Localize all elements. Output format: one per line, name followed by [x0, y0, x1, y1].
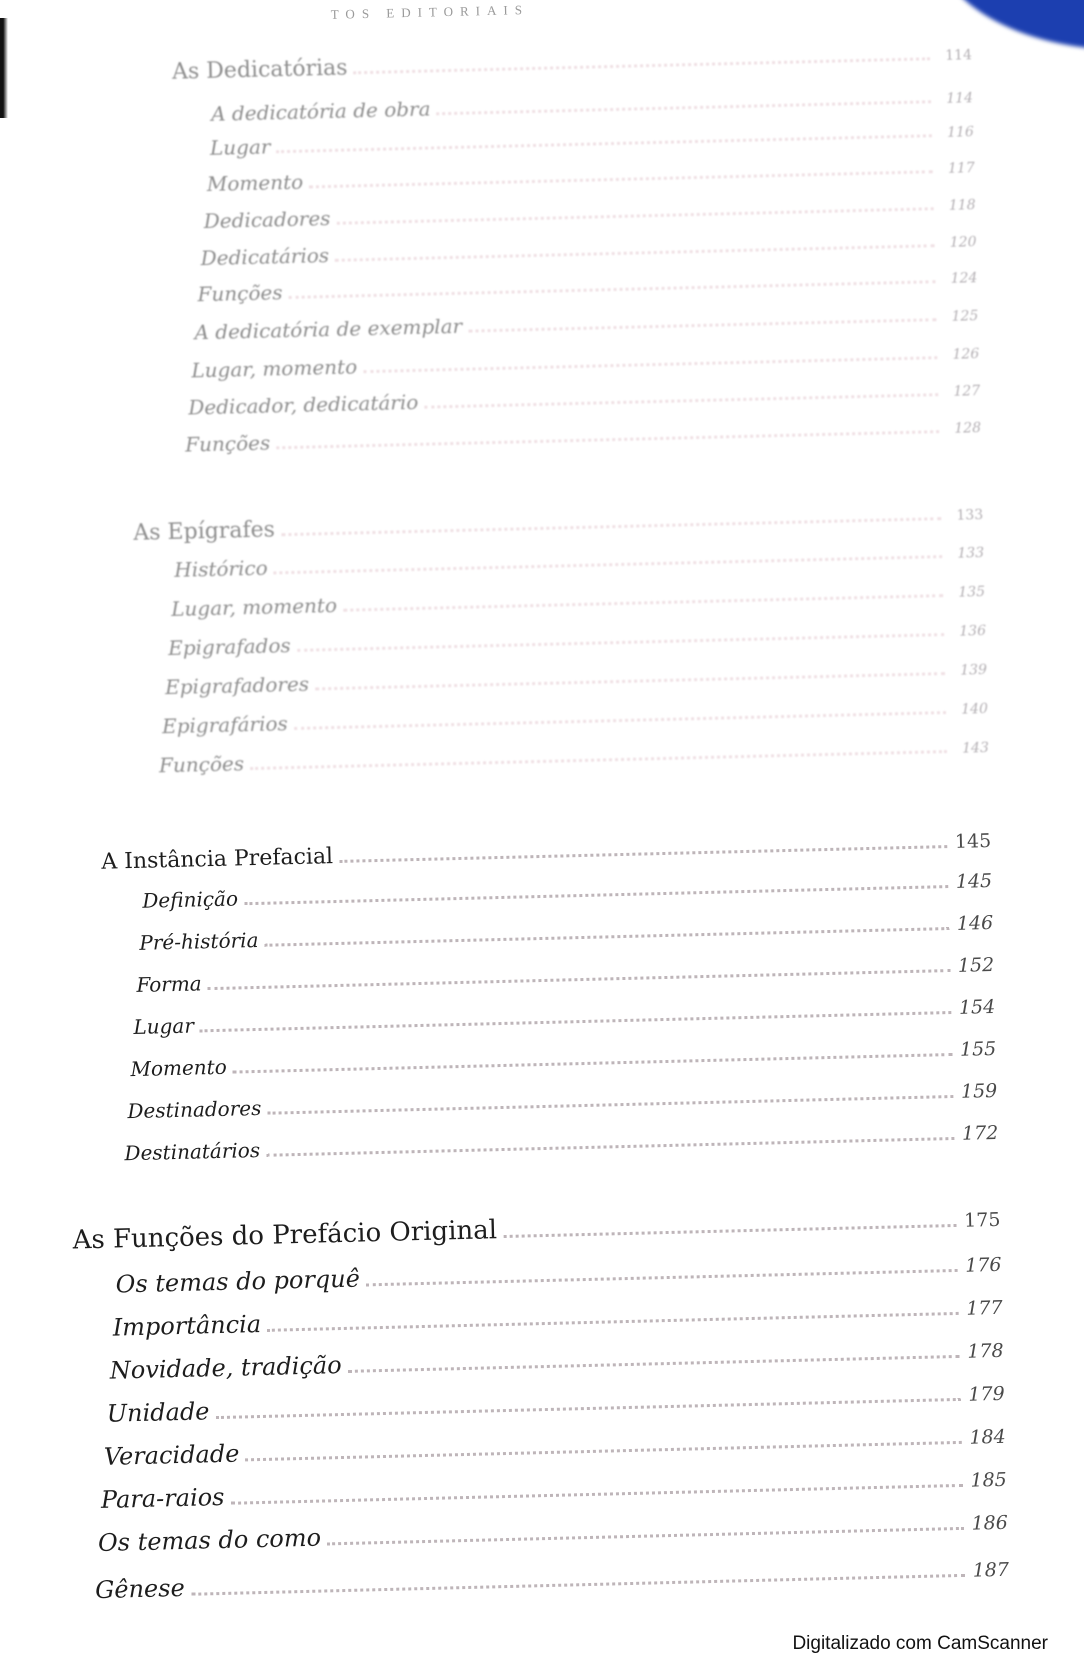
- dot-leader: [315, 652, 945, 690]
- toc-entry[interactable]: Lugar 154: [133, 990, 995, 1039]
- dot-leader: [267, 1075, 953, 1115]
- toc-entry[interactable]: Funções 128: [185, 409, 981, 456]
- dot-leader: [293, 691, 946, 730]
- dot-leader: [273, 535, 942, 574]
- toc-section-dedicatorias: [0, 0, 1064, 457]
- dot-leader: [336, 187, 934, 225]
- dot-leader: [232, 1033, 952, 1074]
- dot-leader: [502, 1198, 956, 1238]
- toc-entry[interactable]: Gênese 187: [95, 1549, 1010, 1604]
- toc-heading[interactable]: A Instância Prefacial 145: [101, 822, 991, 875]
- toc-entry[interactable]: Unidade 179: [106, 1373, 1005, 1428]
- toc-heading[interactable]: As Epígrafes 133: [133, 494, 984, 546]
- dot-leader: [347, 1331, 959, 1373]
- dot-leader: [190, 1550, 965, 1596]
- dot-leader: [280, 495, 941, 536]
- running-head: TOS EDITORIAIS: [330, 2, 530, 22]
- toc-entry[interactable]: Lugar, momento 126: [191, 335, 979, 382]
- toc-entry[interactable]: Momento 117: [206, 149, 974, 196]
- camscanner-watermark: Digitalizado com CamScanner: [792, 1633, 1048, 1654]
- toc-entry[interactable]: Lugar, momento 135: [171, 573, 985, 621]
- dot-leader: [267, 1288, 959, 1332]
- dot-leader: [468, 298, 937, 332]
- toc-heading[interactable]: As Dedicatórias 114: [172, 34, 973, 85]
- toc-entry[interactable]: Dedicador, dedicatário 127: [188, 372, 980, 419]
- toc-entry[interactable]: Dedicadores 118: [203, 186, 975, 233]
- toc-entry[interactable]: Epigrafados 136: [168, 612, 986, 660]
- toc-entry[interactable]: Lugar 116: [210, 113, 974, 160]
- toc-entry[interactable]: Definição 145: [142, 864, 992, 913]
- dot-leader: [250, 730, 947, 770]
- toc-entry[interactable]: Funções 124: [197, 259, 977, 306]
- dot-leader: [207, 949, 950, 990]
- toc-entry[interactable]: Veracidade 184: [103, 1416, 1006, 1471]
- dot-leader: [230, 1460, 963, 1505]
- toc-entry[interactable]: Epigrafários 140: [162, 690, 988, 738]
- dot-leader: [436, 80, 931, 115]
- dot-leader: [335, 224, 935, 262]
- toc-entry[interactable]: Forma 152: [136, 948, 994, 997]
- toc-entry[interactable]: Funções 143: [159, 729, 989, 777]
- dot-leader: [276, 410, 939, 449]
- dot-leader: [296, 613, 944, 652]
- dot-leader: [424, 373, 938, 409]
- dot-leader: [363, 336, 938, 373]
- dot-leader: [199, 991, 951, 1032]
- toc-entry[interactable]: A dedicatória de exemplar 125: [194, 297, 978, 344]
- dot-leader: [339, 823, 947, 863]
- dot-leader: [327, 1503, 964, 1546]
- toc-entry[interactable]: A dedicatória de obra 114: [211, 79, 973, 126]
- toc-entry[interactable]: Histórico 133: [174, 534, 984, 582]
- toc-entry[interactable]: Momento 155: [130, 1032, 996, 1081]
- dot-leader: [343, 574, 944, 612]
- dot-leader: [245, 1417, 962, 1461]
- dot-leader: [353, 35, 930, 74]
- toc-entry[interactable]: Importância 177: [112, 1287, 1003, 1342]
- toc-entry[interactable]: Para-raios 185: [101, 1459, 1008, 1514]
- toc-entry[interactable]: Os temas do como 186: [98, 1502, 1009, 1557]
- toc-heading[interactable]: As Funções do Prefácio Original 175: [72, 1197, 1001, 1256]
- toc-entry[interactable]: Epigrafadores 139: [165, 651, 987, 699]
- dot-leader: [244, 865, 948, 905]
- toc-entry[interactable]: Dedicatários 120: [200, 223, 976, 270]
- dot-leader: [288, 260, 935, 299]
- toc-entry[interactable]: Destinatários 172: [124, 1116, 998, 1165]
- dot-leader: [365, 1245, 957, 1286]
- toc-entry[interactable]: Pré-história 146: [139, 906, 993, 955]
- toc-entry[interactable]: Novidade, tradição 178: [109, 1330, 1004, 1385]
- toc-entry[interactable]: Os temas do porquê 176: [115, 1244, 1002, 1299]
- dot-leader: [266, 1117, 954, 1157]
- dot-leader: [264, 907, 949, 947]
- toc-entry[interactable]: Destinadores 159: [127, 1074, 997, 1123]
- dot-leader: [215, 1374, 961, 1419]
- dot-leader: [309, 150, 933, 188]
